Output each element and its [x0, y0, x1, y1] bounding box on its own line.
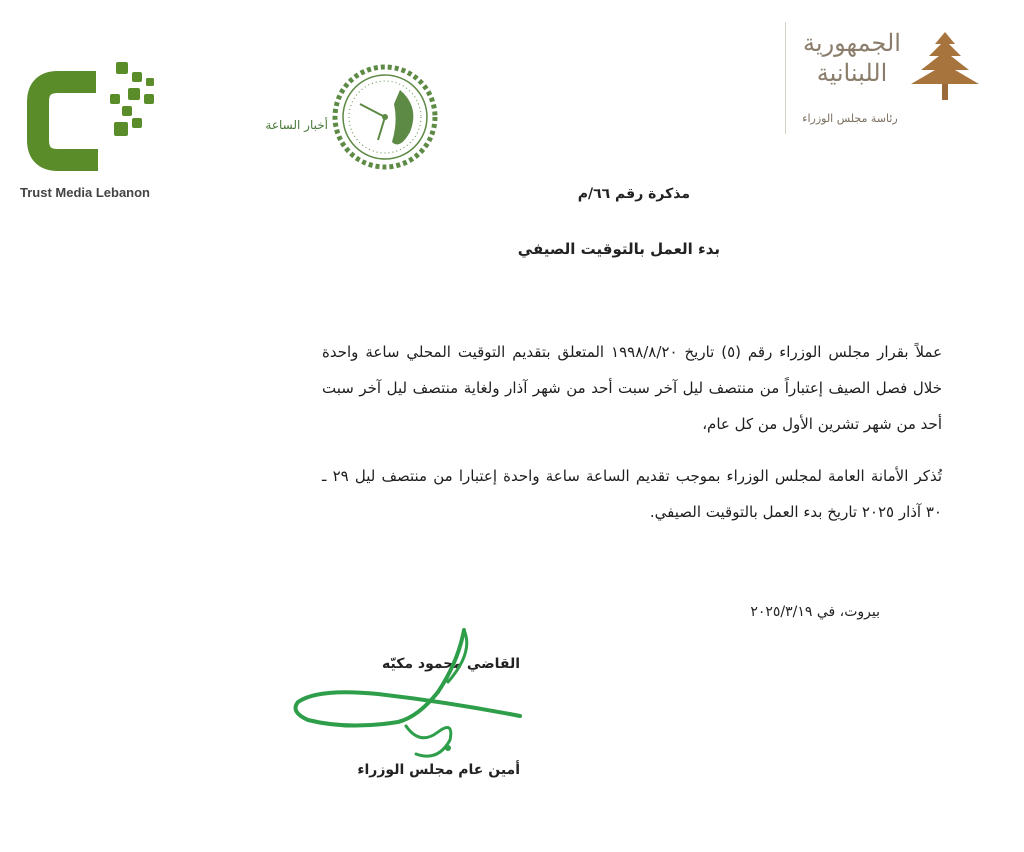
government-title-line2: اللبنانية [816, 59, 888, 87]
government-title-line1: الجمهورية [803, 29, 901, 57]
cedar-tree-icon [905, 28, 985, 104]
akhbar-al-saa-seal [330, 62, 440, 172]
akhbar-al-saa-label: أخبار الساعة [265, 118, 328, 132]
header-divider [785, 22, 786, 134]
memo-paragraph-2: تُذكر الأمانة العامة لمجلس الوزراء بموجب تقديم الساعة ساعة واحدة إعتبارا من منتصف ليل ٢٩ ـ ٣٠ آذار ٢٠٢٥ تاريخ بدء العمل بالتوقيت الصيفي. [322, 467, 942, 521]
trust-media-lebanon-label: Trust Media Lebanon [19, 185, 150, 200]
memo-title: بدء العمل بالتوقيت الصيفي [517, 240, 720, 258]
memo-number: مذكرة رقم ٦٦/م [577, 186, 690, 202]
signer-name: القاضي محمود مكيّه [382, 656, 520, 672]
trust-media-lebanon-logo [18, 52, 168, 202]
government-title [798, 28, 906, 88]
memo-paragraph-1: عملاً بقرار مجلس الوزراء رقم (٥) تاريخ ١٩٩٨/٨/٢٠ المتعلق بتقديم التوقيت المحلي ساعة واحدة خلال فصل الصيف إعتباراً من منتصف ليل آخر سبت أحد من شهر آذار ولغاية منتصف ليل آخر سبت أحد من شهر تشرين الأول من كل عام، [322, 343, 943, 433]
government-subtitle: رئاسة مجلس الوزراء [802, 112, 898, 125]
handwritten-signature [288, 622, 528, 772]
signer-title: أمين عام مجلس الوزراء [357, 762, 520, 778]
date-line: بيروت، في ٢٠٢٥/٣/١٩ [750, 604, 880, 620]
